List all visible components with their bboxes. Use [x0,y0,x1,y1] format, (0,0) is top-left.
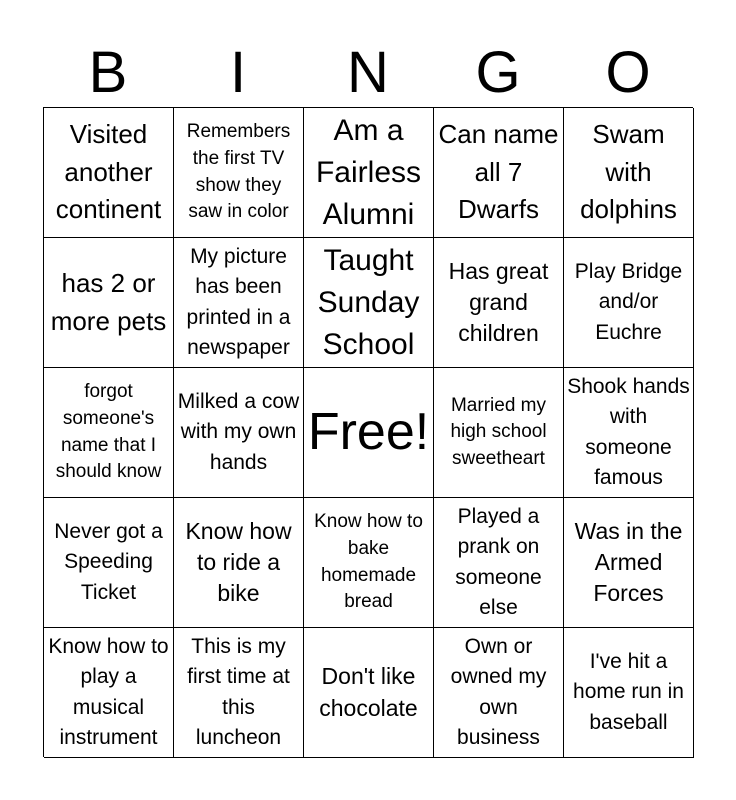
cell-text: Play Bridge and/or Euchre [574,259,683,344]
bingo-cell[interactable] [174,108,304,238]
bingo-cell[interactable] [44,628,174,758]
bingo-cell[interactable] [44,498,174,628]
cell-text: Remembers the first TV show they saw in color [186,121,291,223]
bingo-cell[interactable] [564,368,694,498]
bingo-cell[interactable] [44,238,174,368]
bingo-cell[interactable] [174,238,304,368]
cell-text: has 2 or more pets [50,267,167,336]
bingo-cell[interactable] [564,498,694,628]
bingo-cell[interactable] [174,368,304,498]
cell-text: This is my first time at this luncheon [187,634,290,749]
free-space-text: Free! [307,402,430,461]
cell-text: forgot someone's name that I should know [55,381,162,483]
bingo-cell[interactable] [304,498,434,628]
cell-text: Know how to play a musical instrument [48,634,169,749]
cell-text: Taught Sunday School [317,243,420,361]
cell-text: Own or owned my own business [450,634,547,749]
bingo-cell[interactable] [564,628,694,758]
cell-text: Am a Fairless Alumni [315,113,421,231]
bingo-cell[interactable] [564,238,694,368]
bingo-header [43,38,693,108]
bingo-board [43,107,693,757]
cell-text: Played a prank on someone else [455,504,542,619]
bingo-cell[interactable] [564,108,694,238]
header-letter-b: B [88,40,128,105]
bingo-cell[interactable] [434,108,564,238]
cell-text: Don't like chocolate [319,663,418,721]
bingo-cell[interactable] [44,368,174,498]
bingo-cell[interactable] [174,498,304,628]
bingo-cell[interactable] [44,108,174,238]
cell-text: Shook hands with someone famous [567,374,690,489]
bingo-cell[interactable] [304,108,434,238]
bingo-cell-free[interactable] [304,368,434,498]
cell-text: Never got a Speeding Ticket [54,519,163,604]
cell-text: Know how to bake homemade bread [314,511,423,613]
bingo-cell[interactable] [434,498,564,628]
header-letter-g: G [475,40,521,105]
bingo-cell[interactable] [434,238,564,368]
bingo-cell[interactable] [304,628,434,758]
header-letter-o: O [605,40,651,105]
cell-text: Visited another continent [55,118,162,225]
cell-text: Swam with dolphins [580,118,677,225]
bingo-cell[interactable] [434,628,564,758]
cell-text: Milked a cow with my own hands [177,389,300,474]
bingo-cell[interactable] [304,238,434,368]
cell-text: Can name all 7 Dwarfs [438,118,559,225]
cell-text: Was in the Armed Forces [574,517,683,607]
cell-text: Has great grand children [448,257,549,347]
cell-text: Married my high school sweetheart [450,394,547,469]
bingo-cell[interactable] [174,628,304,758]
bingo-cell[interactable] [434,368,564,498]
cell-text: Know how to ride a bike [185,517,292,607]
header-letter-i: I [229,40,247,105]
cell-text: My picture has been printed in a newspaper [186,244,291,359]
cell-text: I've hit a home run in baseball [573,649,684,734]
header-letter-n: N [347,40,389,105]
